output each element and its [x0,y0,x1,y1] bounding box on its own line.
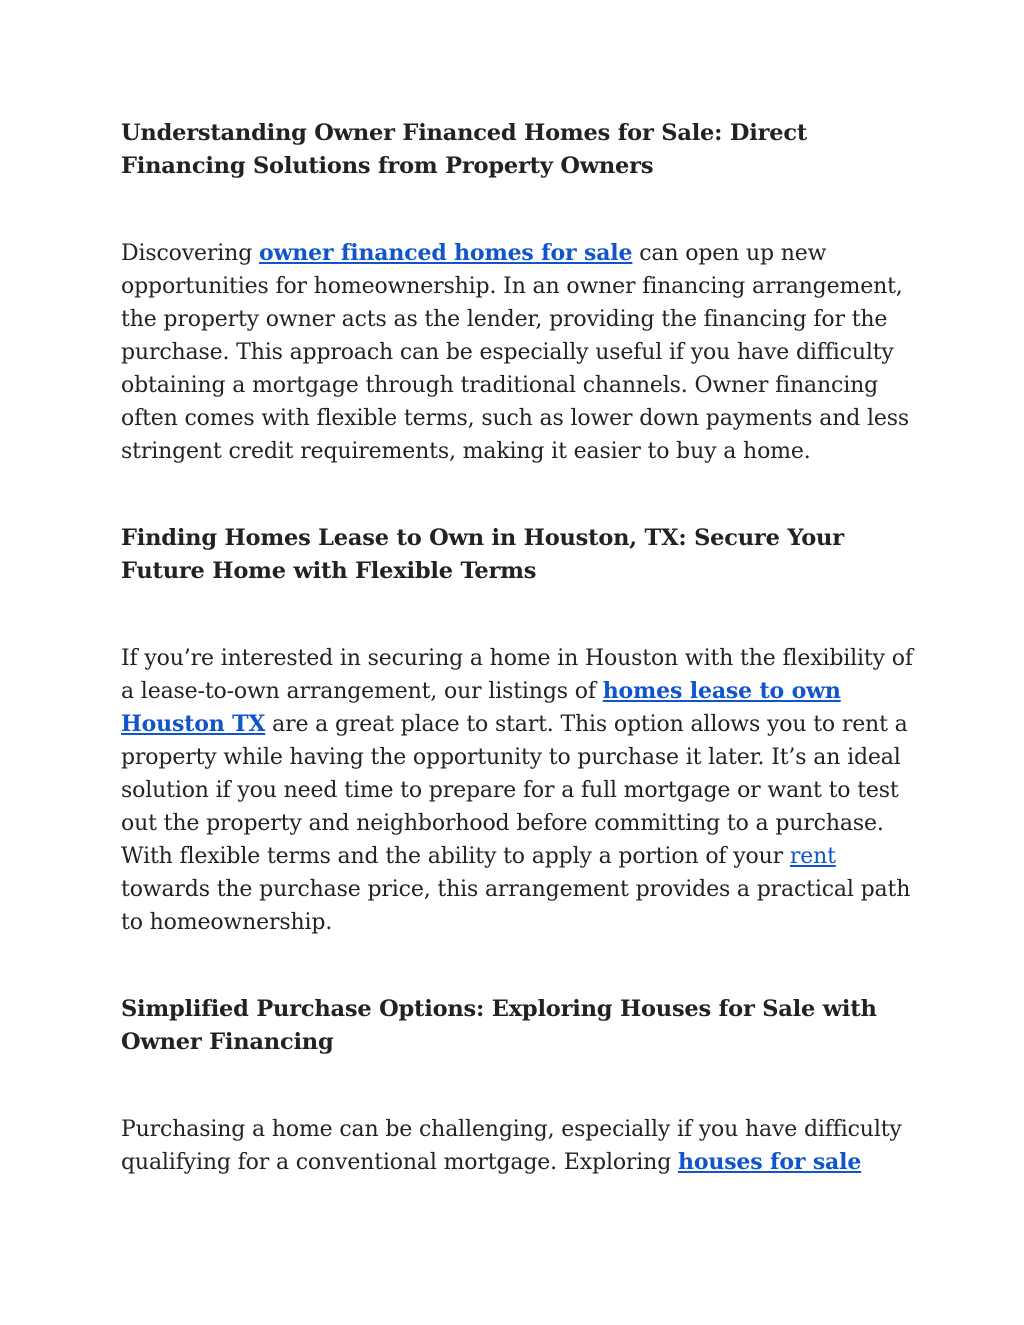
paragraph-text: Discovering [121,241,259,266]
section-heading-owner-financing-houses: Simplified Purchase Options: Exploring Houses for Sale with Owner Financing [121,996,877,1055]
section-paragraph-lease-to-own [121,642,921,939]
section-paragraph-owner-financing-houses [121,1113,921,1179]
link-rent[interactable]: rent [789,844,836,869]
paragraph-text: If you’re interested in securing a home in Houston with the flexibility of a lease-to-own arrangement, our listings of [121,646,913,704]
link-homes-lease-to-own-houston[interactable]: homes lease to own Houston TX [121,678,841,737]
document-page [121,117,921,1179]
link-houses-for-sale[interactable]: houses for sale [677,1149,862,1175]
section-heading-lease-to-own: Finding Homes Lease to Own in Houston, TX: Secure Your Future Home with Flexible Terms [121,525,844,584]
paragraph-text: are a great place to start. This option allows you to rent a property while having the opportunity to purchase it later. It’s an ideal solution if you need time to prepare for a full mortgage or want to test out the property and neighborhood before committing to a purchase. With flexible terms and the ability to apply a portion of your [121,712,908,869]
section-paragraph-owner-financed [121,237,921,468]
paragraph-text: Purchasing a home can be challenging, especially if you have difficulty qualifying for a conventional mortgage. Exploring [121,1117,902,1175]
paragraph-text: can open up new opportunities for homeownership. In an owner financing arrangement, the property owner acts as the lender, providing the financing for the purchase. This approach can be especially useful if you have difficulty obtaining a mortgage through traditional channels. Owner financing often comes with flexible terms, such as lower down payments and less stringent credit requirements, making it easier to buy a home. [121,241,910,464]
section-heading-owner-financed: Understanding Owner Financed Homes for Sale: Direct Financing Solutions from Property Owners [121,120,808,179]
paragraph-text: towards the purchase price, this arrangement provides a practical path to homeownership. [121,877,911,935]
link-owner-financed-homes[interactable]: owner financed homes for sale [258,240,633,266]
